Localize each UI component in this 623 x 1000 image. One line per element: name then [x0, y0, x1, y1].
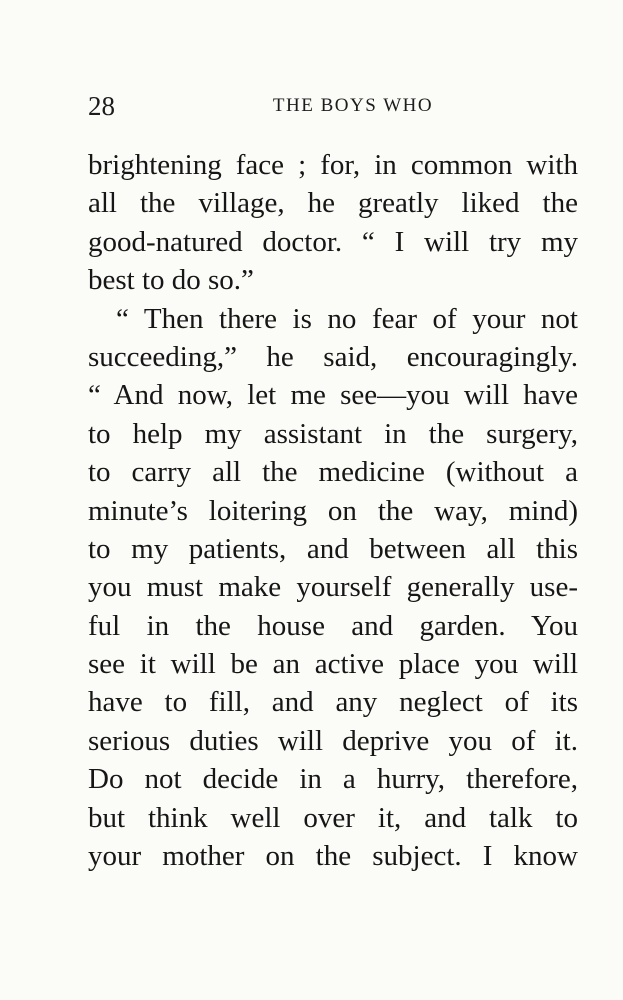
text-line: succeeding,” he said, encouragingly.: [88, 340, 578, 373]
running-head: [88, 88, 578, 124]
text-line: to carry all the medicine (without a: [88, 456, 578, 489]
text-line: but think well over it, and talk to: [88, 801, 578, 834]
text-line: good-natured doctor. “ I will try my: [88, 225, 578, 258]
text-line: brightening face ; for, in common with: [88, 149, 578, 181]
text-line: minute’s loitering on the way, mind): [88, 494, 578, 527]
running-title: THE BOYS WHO: [272, 95, 434, 116]
text-line: to help my assistant in the surgery,: [88, 417, 578, 450]
text-line: you must make yourself generally use-: [88, 571, 578, 604]
text-line: to my patients, and between all this: [88, 532, 578, 565]
text-line: see it will be an active place you will: [88, 648, 578, 681]
text-line: all the village, he greatly liked the: [88, 187, 578, 220]
text-line: Do not decide in a hurry, therefore,: [88, 763, 578, 796]
text-line: your mother on the subject. I know: [88, 840, 578, 873]
text-line: “ Then there is no fear of your not: [116, 302, 578, 335]
text-line: serious duties will deprive you of it.: [88, 724, 578, 757]
text-line: have to fill, and any neglect of its: [88, 686, 578, 719]
text-line: best to do so.”: [88, 264, 254, 297]
body-text: [88, 146, 578, 875]
text-line: ful in the house and garden. You: [88, 609, 578, 642]
text-line: “ And now, let me see—you will have: [88, 379, 578, 412]
page-number: 28: [88, 91, 115, 121]
